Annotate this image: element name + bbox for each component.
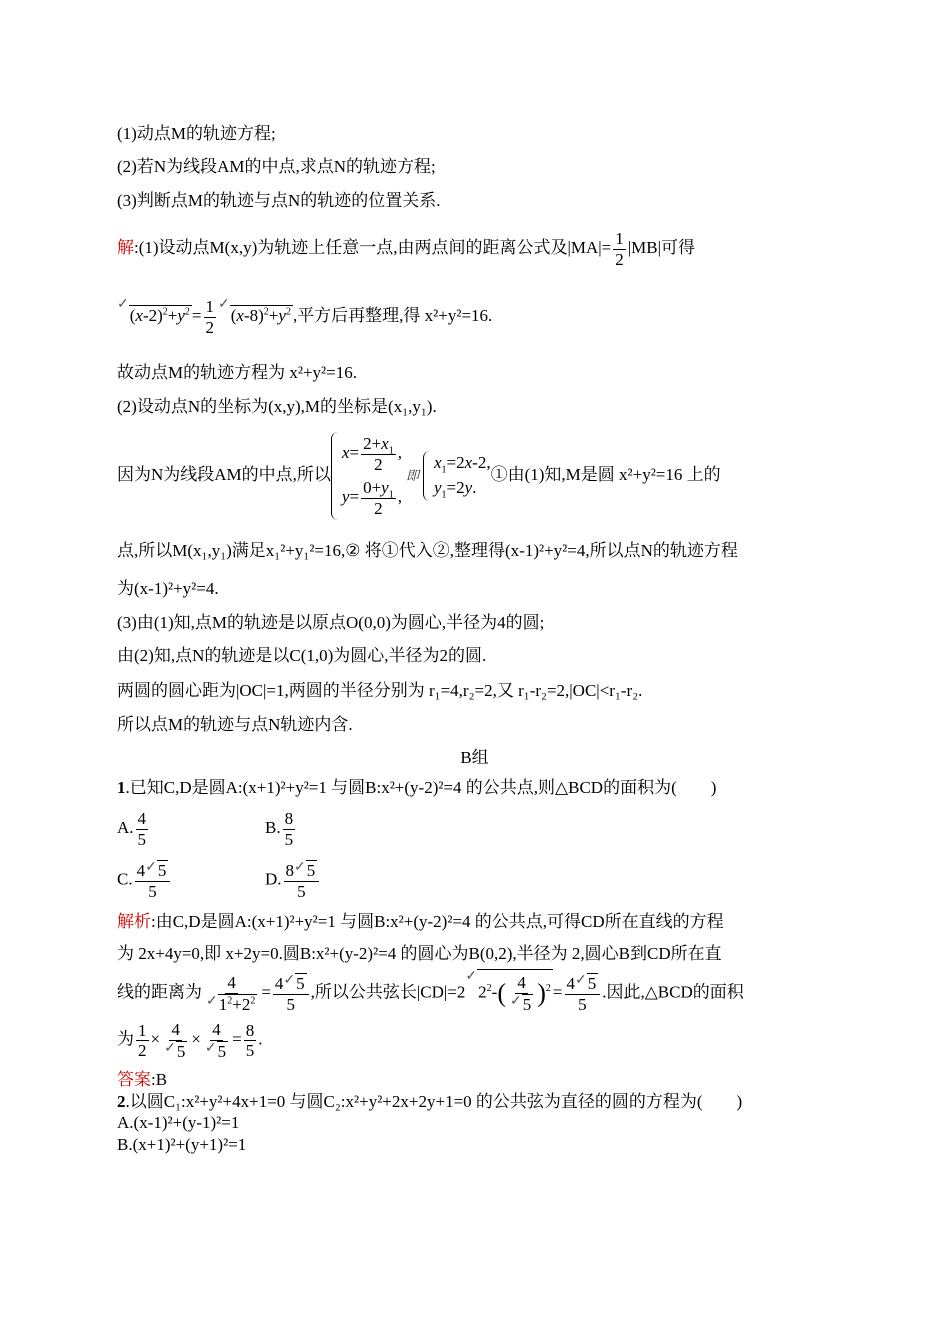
solution-line-2: $✓(x-2)^2+y^2$ = $\frac{1}{2}$ $✓(x-8)^2+y^2$ ,平方后再整理,得 x²+y²=16.: [117, 297, 493, 337]
choice-c[interactable]: C. $\frac{4✓5}{5}$: [117, 860, 265, 901]
analysis-line-2: 为 2x+4y=0,即 x+2y=0.圆B:x²+(y-2)²=4 的圆心为B(0,2),半径为 2,圆心B到CD所在直: [117, 943, 722, 963]
solution-line-5: 因为N为线段AM的中点,所以 x= $\frac{2+x_1}{2}$ , y= $\frac{0+y_1}{2}$ , 即 $x_1=2x-2$, $y_1=2y$. ①由(1)知,M是圆 x²+y²=16 上的: [117, 432, 832, 520]
solution-line-8: (3)由(1)知,点M的轨迹是以原点O(0,0)为圆心,半径为4的圆;: [117, 612, 545, 632]
question-part-1: (1)动点M的轨迹方程;: [117, 124, 276, 143]
solution-line-10: 两圆的圆心距为|OC|=1,两圆的半径分别为 r₁=4,r₂=2,又 r₁-r₂=2,|OC|<r₁-r₂.: [117, 680, 643, 700]
question-1: 1.已知C,D是圆A:(x+1)²+y²=1 与圆B:x²+(y-2)²=4 的公共点,则△BCD的面积为( ): [117, 777, 717, 797]
document-page: [117, 124, 832, 1154]
analysis-line-4: 为 $\frac{1}{2}$ × $\frac{4}{✓5}$ × $\frac{4}{✓5}$ = $\frac{8}{5}$ .: [117, 1020, 263, 1061]
question-part-2: (2)若N为线段AM的中点,求点N的轨迹方程;: [117, 157, 436, 177]
solution-line-6: 点,所以M(x₁,y₁)满足x₁²+y₁²=16,② 将①代入②,整理得(x-1)²+y²=4,所以点N的轨迹方程: [117, 541, 738, 561]
solution-line-1: 解:(1)设动点M(x,y)为轨迹上任意一点,由两点间的距离公式及|MA|= $\frac{1}{2}$ |MB|可得: [117, 229, 696, 269]
analysis-line-1: 解析:由C,D是圆A:(x+1)²+y²=1 与圆B:x²+(y-2)²=4 的公共点,可得CD所在直线的方程: [117, 912, 724, 932]
fraction-half: $\frac{1}{2}$: [615, 229, 624, 269]
question-2-choice-b[interactable]: B.(x+1)²+(y+1)²=1: [117, 1134, 247, 1154]
solution-line-3: 故动点M的轨迹方程为 x²+y²=16.: [117, 363, 357, 383]
question-1-choices-ab: [117, 809, 832, 849]
question-2-choice-a[interactable]: A.(x-1)²+(y-1)²=1: [117, 1113, 240, 1133]
analysis-label: 解析: [117, 912, 151, 932]
choice-a[interactable]: A. $\frac{4}{5}$: [117, 809, 147, 849]
question-2: 2.以圆C₁:x²+y²+4x+1=0 与圆C₂:x²+y²+2x+2y+1=0 的公共弦为直径的圆的方程为( ): [117, 1091, 743, 1111]
choice-d[interactable]: D. $\frac{8✓5}{5}$: [265, 860, 413, 901]
solution-line-9: 由(2)知,点N的轨迹是以C(1,0)为圆心,半径为2的圆.: [117, 646, 487, 666]
answer-label: 答案: [117, 1070, 151, 1090]
question-1-choices-cd: [117, 860, 832, 901]
choice-b[interactable]: B. $\frac{8}{5}$: [265, 809, 294, 849]
solution-line-7: 为(x-1)²+y²=4.: [117, 578, 219, 598]
question-part-3: (3)判断点M的轨迹与点N的轨迹的位置关系.: [117, 190, 441, 210]
answer-line: 答案:B: [117, 1070, 168, 1090]
solution-line-11: 所以点M的轨迹与点N轨迹内含.: [117, 715, 353, 735]
solution-line-4: (2)设动点N的坐标为(x,y),M的坐标是(x₁,y₁).: [117, 396, 437, 416]
analysis-line-3: 线的距离为 $\frac{4}{✓1^2+2^2}$ = $\frac{4✓5}{5}$ ,所以公共弦长$|CD|=2✓2^2-$( $\frac{4}{✓5}$ )$^2$ = $\frac{4✓5}{5}$ .因此,△BCD的面积: [117, 969, 744, 1014]
solution-label: 解: [117, 238, 134, 258]
system-substitution: $x_1=2x-2$, $y_1=2y$.: [423, 451, 491, 501]
system-midpoint: x= $\frac{2+x_1}{2}$ , y= $\frac{0+y_1}{2}$ ,: [331, 432, 402, 520]
group-b-heading: B组: [460, 748, 489, 768]
